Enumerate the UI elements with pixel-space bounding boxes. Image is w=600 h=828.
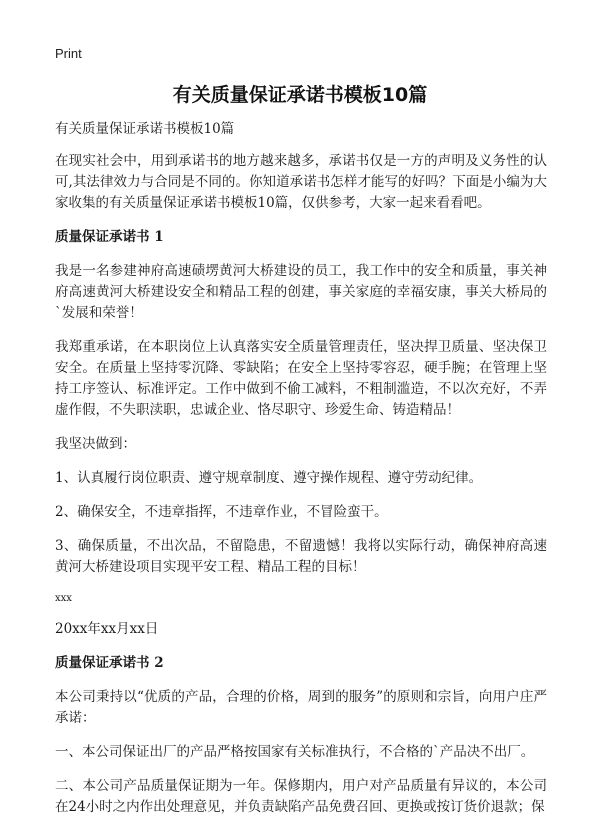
- section-1-date: 20xx年xx月xx日: [55, 621, 159, 637]
- intro-paragraph: 在现实社会中，用到承诺书的地方越来越多，承诺书仅是一方的声明及义务性的认可,其法律效力与合同是不同的。你知道承诺书怎样才能写的好吗？下面是小编为大家收集的有关质量保证承诺书模板10篇，仅供参考，大家一起来看看吧。: [55, 153, 547, 211]
- section-1-item-3: 3、确保质量，不出次品，不留隐患，不留遗憾！我将以实际行动，确保神府高速黄河大桥建设项目实现平安工程、精品工程的目标！: [55, 538, 547, 575]
- section-2-paragraph-1: 本公司秉持以“优质的产品，合理的价格，周到的服务”的原则和宗旨，向用户庄严承诺：: [55, 689, 547, 726]
- print-link[interactable]: Print: [55, 46, 82, 61]
- section-2-item-1: 一、本公司保证出厂的产品严格按国家有关标准执行，不合格的`产品决不出厂。: [55, 744, 535, 760]
- section-1-signer: xxx: [55, 593, 72, 604]
- section-1-paragraph-1: 我是一名参建神府高速碛塄黄河大桥建设的员工，我工作中的安全和质量，事关神府高速黄河大桥建设安全和精品工程的创建，事关家庭的幸福安康，事关大桥局的`发展和荣誉！: [55, 263, 547, 321]
- section-1-item-1: 1、认真履行岗位职责、遵守规章制度、遵守操作规程、遵守劳动纪律。: [55, 470, 483, 486]
- section-1-paragraph-3: 我坚决做到：: [55, 436, 136, 452]
- page-title: 有关质量保证承诺书模板10篇: [172, 84, 428, 106]
- section-1-paragraph-2: 我郑重承诺，在本职岗位上认真落实安全质量管理责任，坚决捍卫质量、坚决保卫安全。在质量上坚持零沉降、零缺陷；在安全上坚持零容忍，硬手腕；在管理上坚持工序签认、标准评定。工作中做到不偷工减料，不粗制滥造，不以次充好，不弄虚作假，不失职渎职，忠诚企业、恪尽职守、珍爱生命、铸造精品！: [55, 339, 547, 418]
- document-body: [55, 119, 547, 828]
- section-1-item-2: 2、确保安全，不违章指挥，不违章作业，不冒险蛮干。: [55, 504, 388, 520]
- section-2-item-2: 二、本公司产品质量保证期为一年。保修期内，用户对产品质量有异议的，本公司在24小时之内作出处理意见，并负责缺陷产品免费召回、更换或按订货价退款；保: [55, 778, 547, 815]
- document-subtitle: 有关质量保证承诺书模板10篇: [55, 121, 235, 137]
- section-2-heading: 质量保证承诺书 2: [55, 655, 164, 671]
- section-1-heading: 质量保证承诺书 1: [55, 229, 164, 245]
